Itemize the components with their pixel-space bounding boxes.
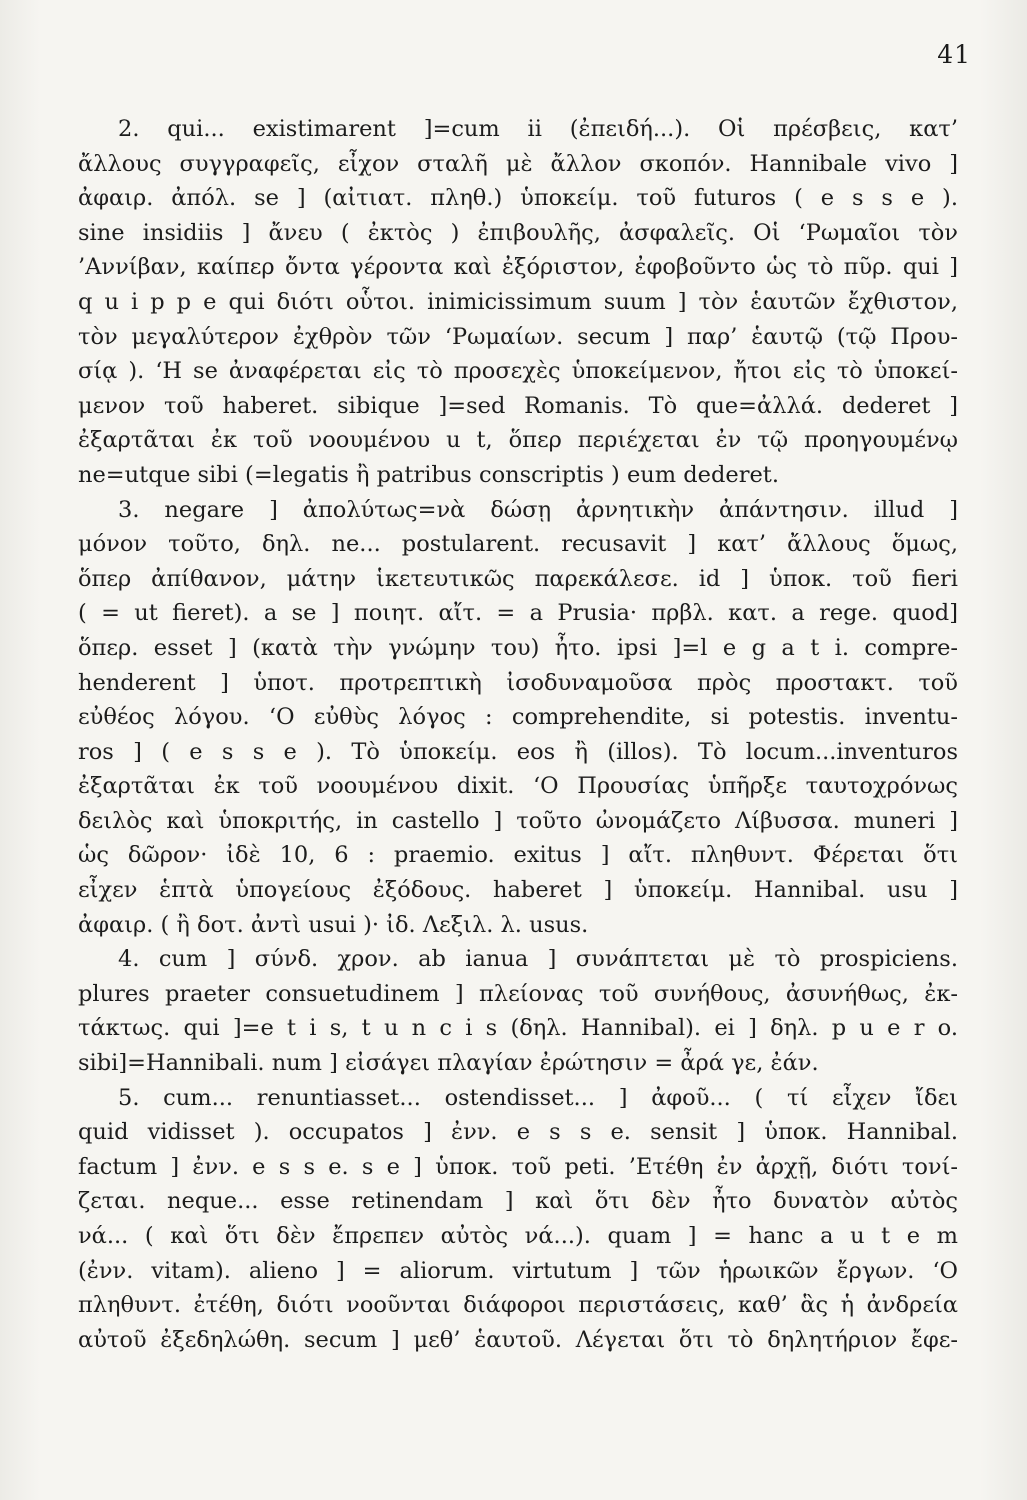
text-line: ἀφαιρ. ἀπόλ. se ] (αἰτιατ. πληθ.) ὑποκείμ. τοῦ futuros ( e s s e ).	[78, 185, 958, 212]
text-line: ( = ut fieret). a se ] ποιητ. αἴτ. = a Prusia· πρβλ. κατ. a rege. quod]	[78, 600, 958, 627]
text-line: ὅπερ ἀπίθανον, μάτην ἱκετευτικῶς παρεκάλεσε. id ] ὑποκ. τοῦ fieri	[78, 565, 958, 592]
text-line: ζεται. neque... esse retinendam ] καὶ ὅτι δὲν ἦτο δυνατὸν αὐτὸς	[78, 1188, 958, 1215]
text-line: πληθυντ. ἐτέθη, διότι νοοῦνται διάφοροι περιστάσεις, καθ’ ἃς ἡ ἀνδρεία	[78, 1292, 958, 1319]
text-line: ἀφαιρ. ( ἢ δοτ. ἀντὶ usui )· ἰδ. Λεξιλ. λ. usus.	[78, 911, 589, 938]
text-line: εὐθέος λόγου. ‘Ο εὐθὺς λόγος : comprehendite, si potestis. inventu-	[78, 704, 958, 731]
text-line: σίᾳ ). ‘Η se ἀναφέρεται εἰς τὸ προσεχὲς ὑποκείμενον, ἤτοι εἰς τὸ ὑποκεί-	[78, 358, 958, 385]
text-line: νά... ( καὶ ὅτι δὲν ἔπρεπεν αὐτὸς νά...). quam ] = hanc a u t e m	[78, 1223, 958, 1249]
text-line: factum ] ἐνν. e s s e. s e ] ὑποκ. τοῦ peti. ’Ετέθη ἐν ἀρχῇ, διότι τονί-	[78, 1153, 958, 1180]
text-line: δειλὸς καὶ ὑποκριτής, in castello ] τοῦτο ὠνομάζετο Λίβυσσα. muneri ]	[78, 807, 958, 834]
text-line: ros ] ( e s s e ). Τὸ ὑποκείμ. eos ἢ (illos). Τὸ locum...inventuros	[78, 738, 958, 765]
text-line: ἐξαρτᾶται ἐκ τοῦ νοουμένου dixit. ‘Ο Προυσίας ὑπῆρξε ταυτοχρόνως	[78, 773, 958, 800]
text-line: εἶχεν ἑπτὰ ὑπογείους ἐξόδους. haberet ] ὑποκείμ. Hannibal. usu ]	[78, 877, 958, 904]
text-line: plures praeter consuetudinem ] πλείονας τοῦ συνήθους, ἀσυνήθως, ἐκ-	[78, 980, 958, 1007]
text-line: ἐξαρτᾶται ἐκ τοῦ νοουμένου u t, ὅπερ περιέχεται ἐν τῷ προηγουμένῳ	[78, 427, 958, 454]
text-line: ’Αννίβαν, καίπερ ὄντα γέροντα καὶ ἐξόριστον, ἐφοβοῦντο ὡς τὸ πῦρ. qui ]	[78, 254, 958, 281]
page-number: 41	[937, 40, 971, 69]
text-line: ἄλλους συγγραφεῖς, εἶχον σταλῆ μὲ ἄλλον σκοπόν. Hannibale vivo ]	[78, 150, 958, 177]
text-line: 4. cum ] σύνδ. χρον. ab ianua ] συνάπτεται μὲ τὸ prospiciens.	[118, 946, 958, 973]
commentary-text	[78, 112, 958, 1357]
text-line: μόνον τοῦτο, δηλ. ne... postularent. recusavit ] κατ’ ἄλλους ὅμως,	[78, 531, 958, 558]
text-line: q u i p p e qui διότι οὗτοι. inimicissimum suum ] τὸν ἑαυτῶν ἔχθιστον,	[78, 288, 958, 315]
text-line: μενον τοῦ haberet. sibique ]=sed Romanis. Τὸ que=ἀλλά. dederet ]	[78, 392, 958, 419]
text-line: sine insidiis ] ἄνευ ( ἐκτὸς ) ἐπιβουλῆς, ἀσφαλεῖς. Οἱ ‘Ρωμαῖοι τὸν	[78, 219, 958, 246]
text-line: τάκτως. qui ]=e t i s, t u n c i s (δηλ. Hannibal). ei ] δηλ. p u e r o.	[78, 1015, 958, 1042]
text-line: αὐτοῦ ἐξεδηλώθη. secum ] μεθ’ ἑαυτοῦ. Λέγεται ὅτι τὸ δηλητήριον ἔφε-	[78, 1326, 958, 1353]
text-line: ὡς δῶρον· ἰδὲ 10, 6 : praemio. exitus ] αἴτ. πληθυντ. Φέρεται ὅτι	[78, 842, 958, 869]
text-line: 3. negare ] ἀπολύτως=νὰ δώσῃ ἀρνητικὴν ἀπάντησιν. illud ]	[118, 496, 958, 523]
text-line: 2. qui... existimarent ]=cum ii (ἐπειδή...). Οἱ πρέσβεις, κατ’	[118, 116, 958, 142]
text-line: henderent ] ὑποτ. προτρεπτικὴ ἰσοδυναμοῦσα πρὸς προστακτ. τοῦ	[78, 669, 958, 696]
text-line: (ἐνν. vitam). alieno ] = aliorum. virtutum ] τῶν ἡρωικῶν ἔργων. ‘Ο	[78, 1257, 958, 1284]
text-line: 5. cum... renuntiasset... ostendisset... ] ἀφοῦ... ( τί εἶχεν ἴδει	[118, 1084, 958, 1111]
text-line: sibi]=Hannibali. num ] εἰσάγει πλαγίαν ἐρώτησιν = ἆρά γε, ἐάν.	[78, 1050, 819, 1077]
text-line: ne=utque sibi (=legatis ἢ patribus conscriptis ) eum dederet.	[78, 461, 779, 488]
text-line: τὸν μεγαλύτερον ἐχθρὸν τῶν ‘Ρωμαίων. secum ] παρ’ ἑαυτῷ (τῷ Πρου-	[78, 323, 958, 350]
text-line: quid vidisset ). occupatos ] ἐνν. e s s e. sensit ] ὑποκ. Hannibal.	[78, 1119, 958, 1146]
text-line: ὅπερ. esset ] (κατὰ τὴν γνώμην του) ἦτο. ipsi ]=l e g a t i. compre-	[78, 634, 958, 661]
